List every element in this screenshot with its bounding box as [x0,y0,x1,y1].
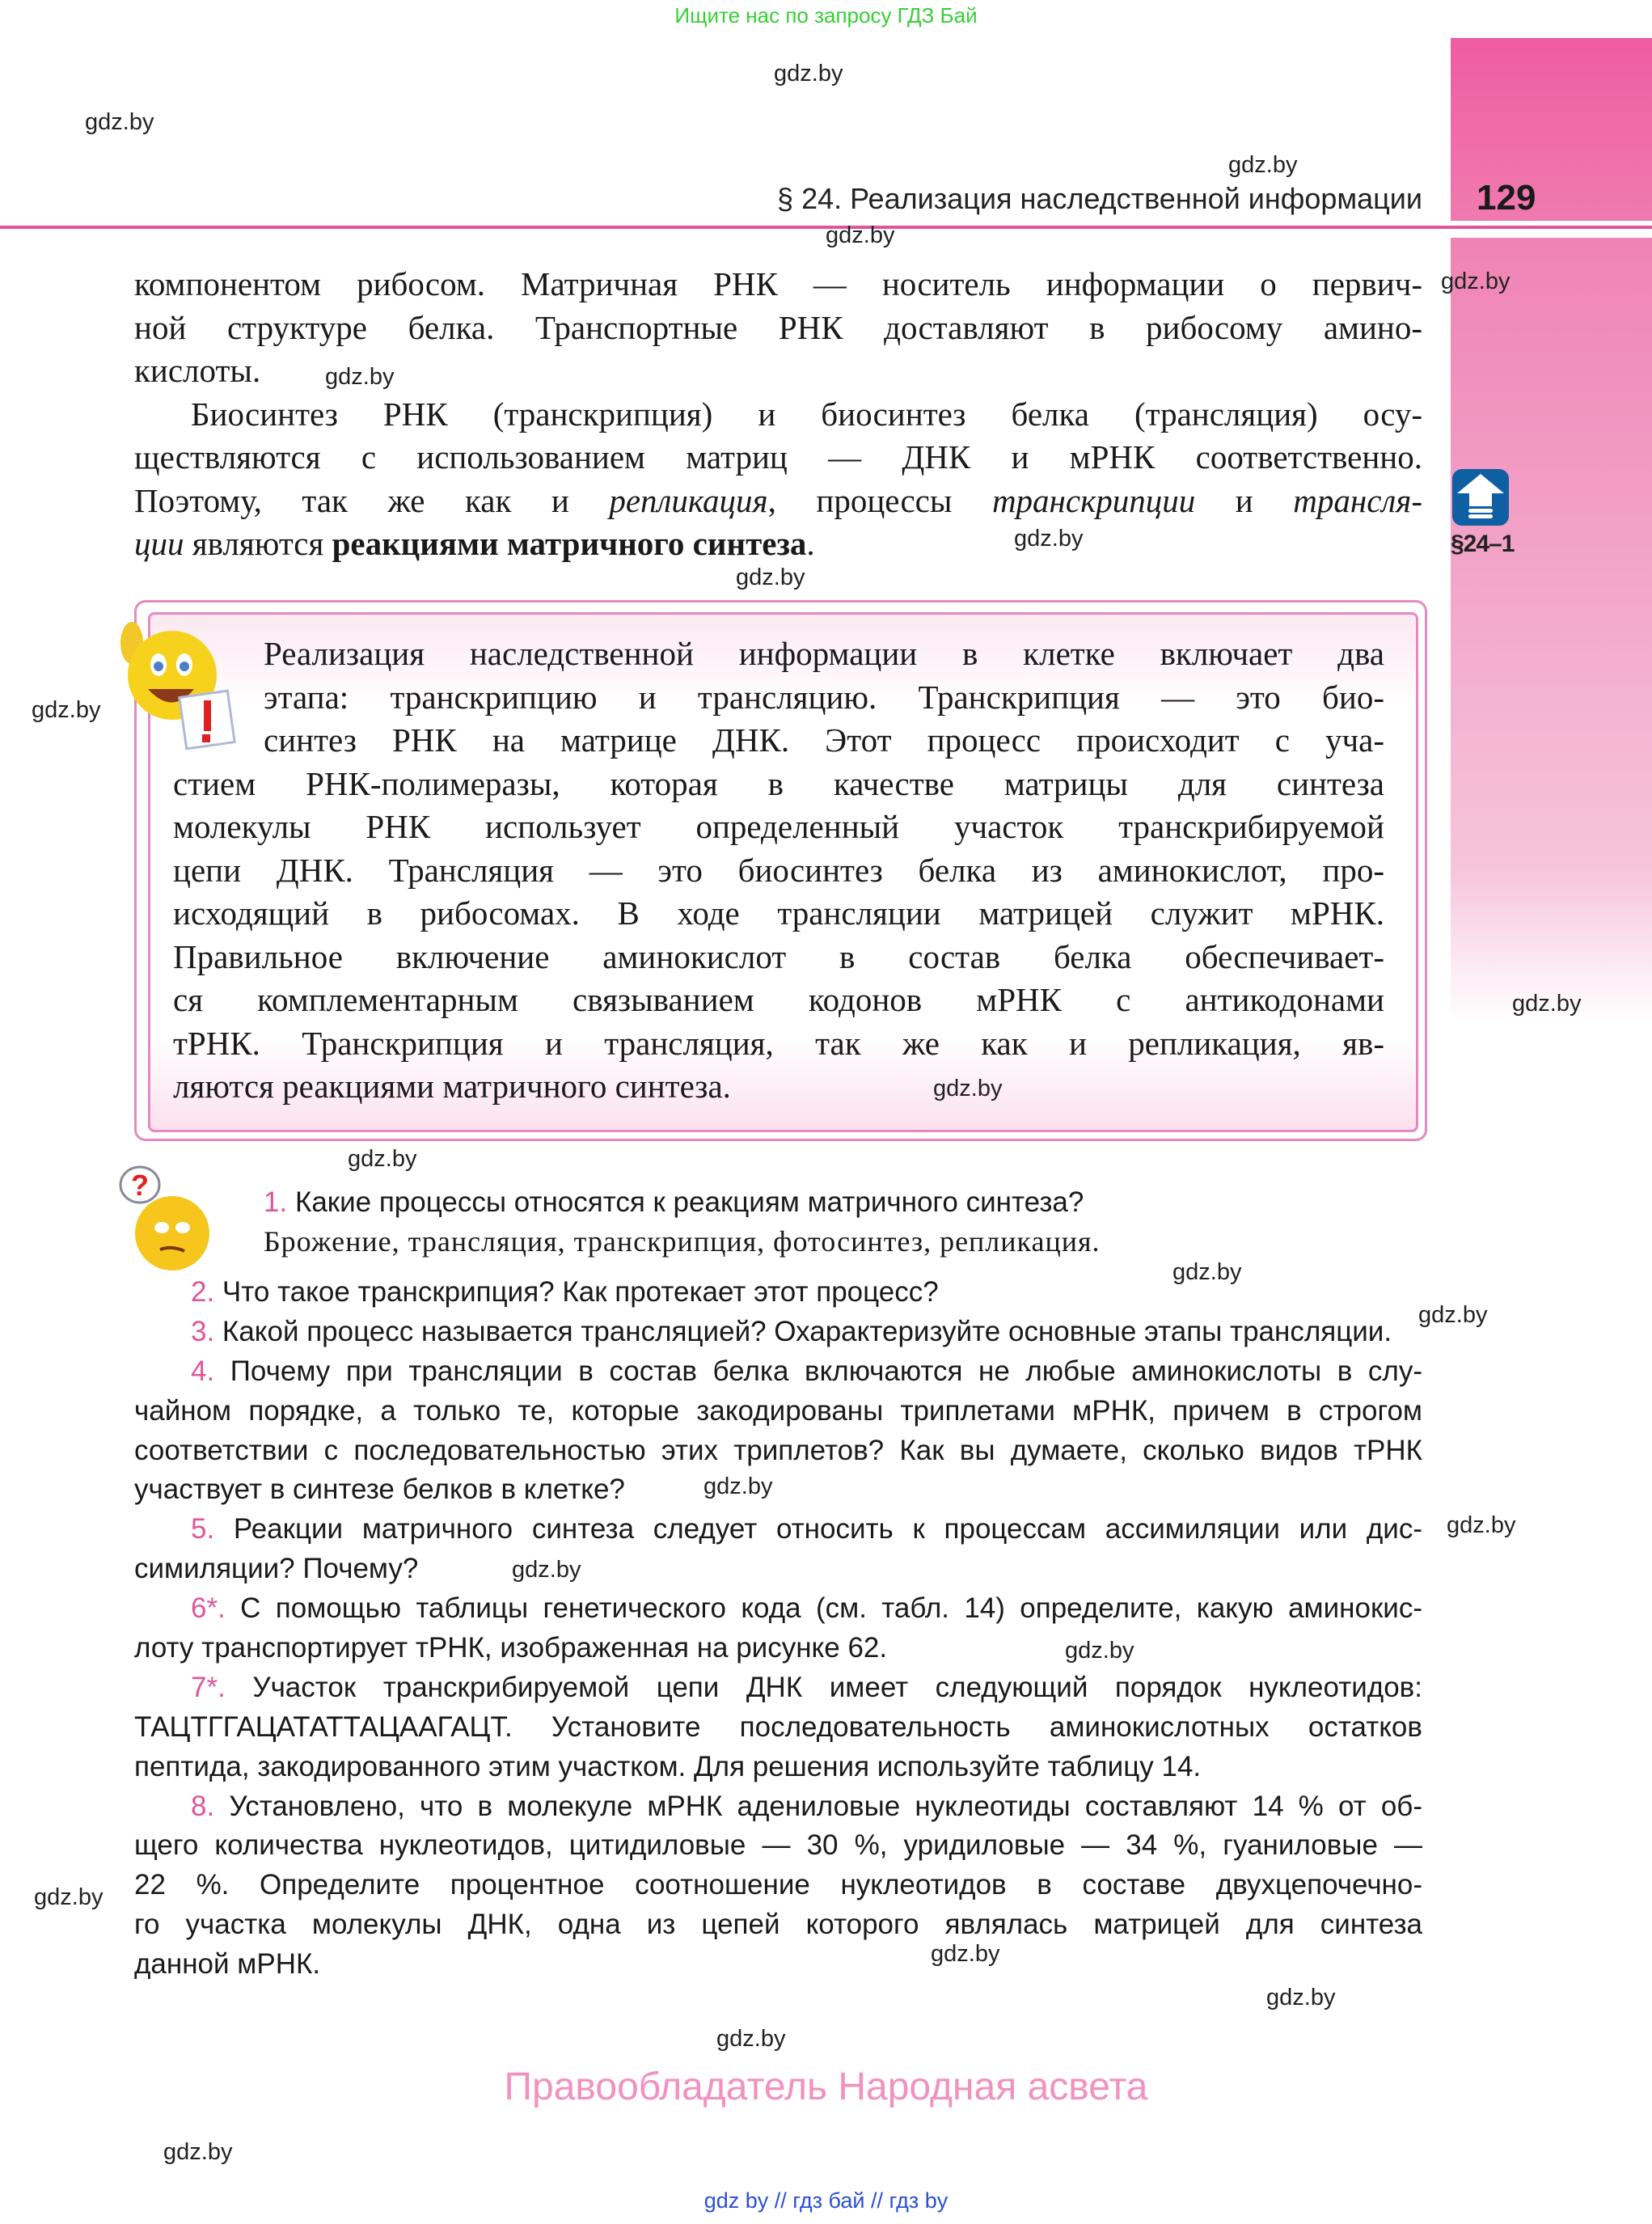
text-segment: Реакции матричного синтеза следует относить к процессам ассимиляции или дис- [214,1513,1422,1545]
text-segment: С помощью таблицы генетического кода (см. табл. 14) определите, какую аминокис- [225,1592,1422,1625]
text-line [173,849,1384,893]
search-hint: Ищите нас по запросу ГДЗ Бай [674,3,978,27]
watermark: gdz.by [1266,1985,1336,2010]
text-segment: . [806,525,815,562]
text-line [173,1065,1384,1109]
text-segment: ной структуре белка. Транспортные РНК доставляют в рибосому амино- [134,308,1422,346]
intro-text [134,263,1422,566]
watermark: gdz.by [348,1146,417,1172]
text-segment: ции [134,525,184,562]
text-segment: Реализация наследственной информации в клетке включает два [264,635,1384,672]
text-line [173,676,1384,720]
page-number: 129 [1477,178,1536,218]
text-segment: кислоты. [134,352,261,389]
text-segment: , процессы [767,481,992,519]
text-line [134,1510,1422,1550]
text-segment: компонентом рибосом. Матричная РНК — носитель информации о первич- [134,265,1422,302]
watermark: gdz.by [1172,1259,1242,1285]
watermark: gdz.by [826,222,895,248]
question-1-options: Брожение, трансляция, транскрипция, фотосинтез, репликация. [264,1225,1101,1258]
questions-list [134,1273,1422,1985]
watermark: gdz.by [1447,1512,1516,1538]
text-segment: транскрипции [991,481,1196,519]
watermark: gdz.by [325,364,395,390]
text-segment: го участка молекулы ДНК, одна из цепей которого являлась матрицей для синтеза [134,1909,1422,1941]
question-number: 4. [191,1355,215,1387]
watermark: gdz.by [774,61,843,87]
text-segment: трансля- [1293,481,1422,519]
text-segment: 22 %. Определите процентное соотношение нуклеотидов в составе двухцепочечно- [134,1869,1422,1901]
text-line [173,892,1384,936]
text-line [134,1313,1422,1352]
question-number: 5. [191,1513,215,1545]
text-line [173,936,1384,979]
arrow-up-icon[interactable] [1452,469,1509,526]
text-segment: исходящий в рибосомах. В ходе трансляции матрицей служит мРНК. [173,894,1384,932]
text-line [134,393,1422,437]
text-segment: молекулы РНК использует определенный участок транскрибируемой [173,808,1384,845]
text-segment: пептида, закодированного этим участком. Для решения используйте таблицу 14. [134,1750,1202,1782]
watermark: gdz.by [703,1474,773,1499]
text-segment: щего количества нуклеотидов, цитидиловые — 30 %, уридиловые — 34 %, гуаниловые — [134,1829,1422,1862]
reference-label[interactable]: §24–1 [1451,531,1515,557]
text-line [134,480,1422,523]
text-line [134,436,1422,480]
copyright-notice: Правообладатель Народная асвета [504,2065,1148,2108]
watermark: gdz.by [933,1076,1003,1101]
text-segment: Участок транскрибируемой цепи ДНК имеет следующий порядок нуклеотидов: [225,1671,1422,1703]
question-1 [264,1186,1084,1219]
text-line [173,1022,1384,1066]
question-number: 1. [264,1186,288,1218]
svg-text:?: ? [131,1169,149,1202]
watermark: gdz.by [1014,526,1084,552]
watermark: gdz.by [1228,152,1298,178]
watermark: gdz.by [931,1941,1000,1967]
watermark: gdz.by [736,564,805,590]
text-segment: являются [184,525,332,562]
question-number: 3. [191,1315,215,1347]
text-segment: Какой процесс называется трансляцией? Охарактеризуйте основные этапы трансляции. [214,1315,1392,1347]
text-segment: синтез РНК на матрице ДНК. Этот процесс происходит с уча- [264,721,1384,759]
watermark: gdz.by [163,2139,233,2165]
text-line [134,263,1422,307]
text-line [134,1708,1422,1748]
text-segment: данной мРНК. [134,1948,321,1981]
text-segment: этапа: транскрипцию и трансляцию. Транскрипция — это био- [264,678,1384,716]
text-line [134,522,1422,566]
section-title: § 24. Реализация наследственной информации [777,182,1422,215]
text-line [134,1352,1422,1392]
text-segment: Установлено, что в молекуле мРНК адениловые нуклеотиды составляют 14 % от об- [214,1790,1422,1822]
watermark: gdz.by [1418,1302,1488,1328]
text-segment: чайном порядке, а только те, которые закодированы триплетами мРНК, причем в строгом [134,1394,1422,1427]
text-line [134,1629,1422,1668]
text-line [134,1826,1422,1866]
watermark: gdz.by [512,1557,581,1583]
watermark: gdz.by [34,1884,104,1910]
smiley-question-icon [104,1156,217,1278]
text-segment: реакциями матричного синтеза [332,525,807,562]
text-line [134,1470,1422,1510]
text-segment: ляются реакциями матричного синтеза. [173,1068,731,1105]
text-segment: и [1195,481,1294,519]
question-number: 8. [191,1790,215,1822]
text-line [173,805,1384,849]
text-line [134,1668,1422,1708]
text-line [134,1392,1422,1431]
text-line [173,632,1384,676]
question-text: Какие процессы относятся к реакциям матричного синтеза? [294,1186,1084,1218]
text-line [173,979,1384,1022]
text-segment: цепи ДНК. Трансляция — это биосинтез белка из аминокислот, про- [173,851,1384,889]
text-line [134,1787,1422,1827]
text-segment: Почему при трансляции в состав белка включаются не любые аминокислоты в слу- [214,1355,1422,1387]
text-segment: участвует в синтезе белков в клетке? [134,1474,625,1506]
text-segment: Поэтому, так же как и [134,481,610,519]
text-segment: ТАЦТГГАЦАТАТТАЦААГАЦТ. Установите последовательность аминокислотных остатков [134,1710,1422,1743]
question-number: 2. [191,1276,215,1308]
text-line [173,763,1384,806]
text-segment: репликация [609,481,768,519]
text-line [134,1905,1422,1945]
watermark: gdz.by [85,109,154,135]
text-segment: лоту транспортирует тРНК, изображенная на рисунке 62. [134,1632,888,1664]
text-segment: Правильное включение аминокислот в состав белка обеспечивает- [173,937,1384,975]
sidebar-band [1451,238,1652,1022]
watermark: gdz.by [32,697,101,723]
text-segment: соответствии с последовательностью этих триплетов? Как вы думаете, сколько видов тРНК [134,1434,1422,1466]
watermark: gdz.by [1065,1638,1134,1664]
text-line [134,1431,1422,1471]
question-number: 6*. [191,1592,226,1625]
question-number: 7*. [191,1671,226,1703]
text-segment: Биосинтез РНК (транскрипция) и биосинтез белка (трансляция) осу- [191,395,1422,433]
text-segment: ся комплементарным связыванием кодонов мРНК с антикодонами [173,981,1384,1018]
text-segment: тРНК. Транскрипция и трансляция, так же как и репликация, яв- [173,1024,1384,1062]
watermark: gdz.by [1512,991,1582,1017]
summary-text [173,632,1384,1109]
watermark: gdz.by [716,2026,786,2052]
text-segment: стием РНК-полимеразы, которая в качестве матрицы для синтеза [173,764,1384,802]
watermark: gdz.by [1441,268,1510,294]
text-segment: Что такое транскрипция? Как протекает этот процесс? [214,1276,939,1308]
text-line [134,307,1422,350]
text-line [173,719,1384,763]
text-line [134,1550,1422,1589]
text-line [134,1866,1422,1905]
text-segment: симиляции? Почему? [134,1553,419,1585]
text-line [134,1945,1422,1985]
footer-links[interactable]: gdz by // гдз бай // гдз by [703,2188,949,2213]
text-segment: ществляются с использованием матриц — ДНК и мРНК соответственно. [134,438,1422,476]
text-line [134,1748,1422,1787]
text-line [134,1589,1422,1629]
